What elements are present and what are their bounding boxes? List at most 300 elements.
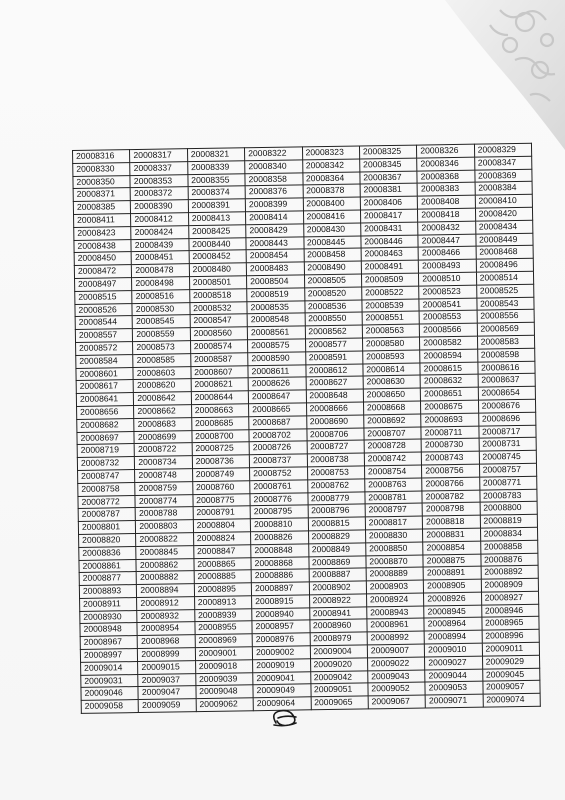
id-cell: 20008378 bbox=[303, 184, 361, 198]
id-cell: 20008968 bbox=[138, 635, 196, 649]
id-cell: 20008887 bbox=[309, 568, 367, 582]
id-cell: 20008682 bbox=[77, 418, 135, 432]
id-cell: 20008700 bbox=[192, 429, 250, 443]
id-cell: 20008875 bbox=[423, 554, 481, 568]
id-cell: 20008886 bbox=[251, 569, 309, 583]
id-cell: 20008523 bbox=[419, 285, 477, 299]
id-cell: 20008815 bbox=[308, 517, 366, 531]
id-cell: 20008702 bbox=[249, 428, 307, 442]
id-cell: 20009058 bbox=[81, 700, 139, 714]
id-cell: 20008727 bbox=[307, 440, 365, 454]
id-cell: 20008582 bbox=[420, 336, 478, 350]
id-cell: 20009064 bbox=[253, 697, 311, 711]
id-cell: 20009020 bbox=[310, 658, 368, 672]
id-cell: 20008732 bbox=[77, 457, 135, 471]
id-cell: 20008323 bbox=[302, 146, 360, 160]
id-cell: 20009001 bbox=[195, 647, 253, 661]
id-cell: 20008915 bbox=[252, 595, 310, 609]
id-cell: 20008756 bbox=[422, 464, 480, 478]
id-cell: 20008408 bbox=[418, 195, 476, 209]
id-cell: 20008490 bbox=[304, 261, 362, 275]
id-cell: 20008411 bbox=[74, 214, 132, 228]
id-cell: 20008822 bbox=[136, 533, 194, 547]
id-cell: 20008616 bbox=[478, 361, 536, 375]
id-cell: 20009049 bbox=[253, 684, 311, 698]
id-cell: 20008446 bbox=[361, 235, 419, 249]
id-cell: 20009042 bbox=[310, 671, 368, 685]
id-cell: 20008728 bbox=[364, 439, 422, 453]
id-cell: 20008450 bbox=[74, 252, 132, 266]
id-cell: 20008761 bbox=[250, 480, 308, 494]
id-cell: 20008734 bbox=[135, 456, 193, 470]
id-cell: 20008804 bbox=[193, 519, 251, 533]
id-cell: 20008648 bbox=[306, 389, 364, 403]
id-cell: 20008791 bbox=[193, 506, 251, 520]
id-cell: 20008847 bbox=[193, 544, 251, 558]
id-cell: 20008940 bbox=[252, 608, 310, 622]
id-cell: 20008414 bbox=[246, 211, 304, 225]
id-cell: 20008965 bbox=[482, 617, 540, 631]
id-cell: 20008876 bbox=[481, 553, 539, 567]
id-cell: 20009011 bbox=[482, 642, 540, 656]
id-cell: 20008762 bbox=[307, 479, 365, 493]
id-cell: 20008431 bbox=[361, 222, 419, 236]
id-cell: 20008543 bbox=[476, 297, 534, 311]
id-cell: 20008730 bbox=[421, 438, 479, 452]
id-cell: 20008943 bbox=[367, 606, 425, 620]
id-cell: 20008330 bbox=[73, 162, 131, 176]
id-cell: 20009071 bbox=[425, 694, 483, 708]
id-cell: 20008598 bbox=[477, 348, 535, 362]
id-cell: 20008545 bbox=[132, 315, 190, 329]
id-cell: 20008865 bbox=[194, 557, 252, 571]
id-cell: 20008587 bbox=[190, 353, 248, 367]
id-cell: 20008731 bbox=[479, 438, 537, 452]
corner-floral-pattern bbox=[415, 0, 565, 150]
id-cell: 20008445 bbox=[303, 236, 361, 250]
id-cell: 20008996 bbox=[482, 630, 540, 644]
id-cell: 20008541 bbox=[419, 298, 477, 312]
id-cell: 20008651 bbox=[421, 387, 479, 401]
id-cell: 20008510 bbox=[419, 272, 477, 286]
id-cell: 20008519 bbox=[247, 288, 305, 302]
id-cell: 20008869 bbox=[308, 555, 366, 569]
id-cell: 20008905 bbox=[424, 579, 482, 593]
id-cell: 20008893 bbox=[79, 585, 137, 599]
id-cell: 20008626 bbox=[248, 377, 306, 391]
id-cell: 20008787 bbox=[78, 508, 136, 522]
id-cell: 20008516 bbox=[132, 289, 190, 303]
id-cell: 20008717 bbox=[479, 425, 537, 439]
id-cell: 20008766 bbox=[422, 477, 480, 491]
id-cell: 20008758 bbox=[78, 482, 136, 496]
id-cell: 20008574 bbox=[190, 340, 248, 354]
id-cell: 20008368 bbox=[417, 170, 475, 184]
id-cell: 20008480 bbox=[189, 263, 247, 277]
id-cell: 20008642 bbox=[134, 392, 192, 406]
id-cell: 20008498 bbox=[132, 277, 190, 291]
id-cell: 20008725 bbox=[192, 442, 250, 456]
id-cell: 20009004 bbox=[310, 645, 368, 659]
id-cell: 20008381 bbox=[360, 183, 418, 197]
id-cell: 20008696 bbox=[478, 412, 536, 426]
id-cell: 20008432 bbox=[418, 221, 476, 235]
id-cell: 20008383 bbox=[417, 183, 475, 197]
id-cell: 20008337 bbox=[130, 161, 188, 175]
id-cell: 20008747 bbox=[78, 469, 136, 483]
id-cell: 20009052 bbox=[368, 682, 426, 696]
id-cell: 20008999 bbox=[138, 648, 196, 662]
id-cell: 20008738 bbox=[307, 453, 365, 467]
id-cell: 20008894 bbox=[137, 584, 195, 598]
id-cell: 20008845 bbox=[136, 545, 194, 559]
id-cell: 20008706 bbox=[306, 427, 364, 441]
id-cell: 20008892 bbox=[481, 566, 539, 580]
id-cell: 20008941 bbox=[309, 607, 367, 621]
id-cell: 20008818 bbox=[423, 515, 481, 529]
id-cell: 20008607 bbox=[191, 365, 249, 379]
id-cell: 20008697 bbox=[77, 431, 135, 445]
id-cell: 20008737 bbox=[249, 454, 307, 468]
id-cell: 20008501 bbox=[189, 276, 247, 290]
id-cell: 20008390 bbox=[131, 200, 189, 214]
id-cell: 20008868 bbox=[251, 556, 309, 570]
id-cell: 20009015 bbox=[138, 661, 196, 675]
id-cell: 20008583 bbox=[477, 335, 535, 349]
id-cell: 20008745 bbox=[479, 450, 537, 464]
id-cell: 20008722 bbox=[134, 443, 192, 457]
id-cell: 20008754 bbox=[364, 465, 422, 479]
id-cell: 20008810 bbox=[250, 518, 308, 532]
id-cell: 20008577 bbox=[305, 338, 363, 352]
id-cell: 20008957 bbox=[252, 620, 310, 634]
id-cell: 20008353 bbox=[130, 174, 188, 188]
id-cell: 20008418 bbox=[418, 208, 476, 222]
id-cell: 20008889 bbox=[366, 567, 424, 581]
id-cell: 20008472 bbox=[74, 265, 132, 279]
id-cell: 20008391 bbox=[188, 199, 246, 213]
id-cell: 20008870 bbox=[366, 555, 424, 569]
id-cell: 20008478 bbox=[132, 264, 190, 278]
id-cell: 20008693 bbox=[421, 413, 479, 427]
id-cell: 20008548 bbox=[247, 313, 305, 327]
id-cell: 20008726 bbox=[249, 441, 307, 455]
id-cell: 20008614 bbox=[363, 363, 421, 377]
id-cell: 20008563 bbox=[362, 324, 420, 338]
id-cell: 20008371 bbox=[73, 188, 131, 202]
id-cell: 20008438 bbox=[74, 239, 132, 253]
id-cell: 20008449 bbox=[475, 233, 533, 247]
id-cell: 20008969 bbox=[195, 634, 253, 648]
id-cell: 20008620 bbox=[133, 379, 191, 393]
id-cell: 20008759 bbox=[135, 481, 193, 495]
id-cell: 20008424 bbox=[131, 225, 189, 239]
id-cell: 20008520 bbox=[304, 287, 362, 301]
id-cell: 20008924 bbox=[366, 593, 424, 607]
id-cell: 20008355 bbox=[188, 173, 246, 187]
id-cell: 20008594 bbox=[420, 349, 478, 363]
id-cell: 20008612 bbox=[305, 364, 363, 378]
id-cell: 20008779 bbox=[307, 491, 365, 505]
id-cell: 20008547 bbox=[190, 314, 248, 328]
id-cell: 20008772 bbox=[78, 495, 136, 509]
id-cell: 20008621 bbox=[191, 378, 249, 392]
id-cell: 20008781 bbox=[365, 491, 423, 505]
id-cell: 20008834 bbox=[480, 527, 538, 541]
id-cell: 20008425 bbox=[188, 225, 246, 239]
id-cell: 20008800 bbox=[480, 502, 538, 516]
id-cell: 20008663 bbox=[191, 404, 249, 418]
id-cell: 20008454 bbox=[246, 249, 304, 263]
id-cell: 20008518 bbox=[189, 289, 247, 303]
id-cell: 20008711 bbox=[421, 426, 479, 440]
id-cell: 20009051 bbox=[310, 683, 368, 697]
id-cell: 20008522 bbox=[362, 286, 420, 300]
id-cell: 20008742 bbox=[364, 452, 422, 466]
id-cell: 20008615 bbox=[420, 362, 478, 376]
signature-mark bbox=[268, 706, 304, 728]
id-cell: 20008891 bbox=[423, 566, 481, 580]
id-cell: 20008692 bbox=[364, 414, 422, 428]
id-cell: 20008447 bbox=[418, 234, 476, 248]
id-cell: 20008530 bbox=[132, 302, 190, 316]
id-cell: 20008992 bbox=[367, 631, 425, 645]
id-cell: 20008862 bbox=[136, 558, 194, 572]
id-cell: 20008321 bbox=[187, 148, 245, 162]
id-cell: 20008562 bbox=[305, 325, 363, 339]
id-cell: 20008926 bbox=[424, 592, 482, 606]
id-cell: 20008434 bbox=[475, 220, 533, 234]
id-cell: 20008976 bbox=[252, 633, 310, 647]
id-cell: 20008801 bbox=[78, 521, 136, 535]
id-cell: 20008909 bbox=[481, 578, 539, 592]
id-cell: 20008376 bbox=[245, 185, 303, 199]
id-cell: 20008535 bbox=[247, 300, 305, 314]
id-cell: 20008760 bbox=[192, 480, 250, 494]
id-cell: 20008526 bbox=[75, 303, 133, 317]
id-cell: 20008515 bbox=[75, 290, 133, 304]
id-cell: 20008757 bbox=[479, 463, 537, 477]
id-cell: 20008699 bbox=[134, 430, 192, 444]
id-cell: 20008580 bbox=[362, 337, 420, 351]
id-cell: 20008573 bbox=[133, 341, 191, 355]
id-cell: 20008339 bbox=[187, 161, 245, 175]
id-cell: 20008611 bbox=[248, 364, 306, 378]
id-cell: 20008617 bbox=[76, 380, 134, 394]
id-cell: 20008569 bbox=[477, 322, 535, 336]
id-cell: 20009044 bbox=[425, 669, 483, 683]
id-cell: 20008946 bbox=[481, 604, 539, 618]
id-cell: 20008877 bbox=[79, 572, 137, 586]
id-cell: 20008627 bbox=[306, 376, 364, 390]
id-cell: 20008912 bbox=[137, 597, 195, 611]
id-cell: 20008374 bbox=[188, 186, 246, 200]
id-cell: 20009067 bbox=[368, 695, 426, 709]
id-cell: 20008666 bbox=[306, 402, 364, 416]
id-cell: 20008831 bbox=[423, 528, 481, 542]
id-cell: 20008743 bbox=[422, 451, 480, 465]
id-cell: 20009031 bbox=[81, 674, 139, 688]
id-cell: 20008326 bbox=[417, 144, 475, 158]
id-cell: 20009041 bbox=[253, 671, 311, 685]
id-cell: 20008590 bbox=[248, 352, 306, 366]
id-cell: 20008504 bbox=[247, 275, 305, 289]
id-cell: 20008369 bbox=[474, 169, 532, 183]
id-cell: 20008584 bbox=[76, 354, 134, 368]
id-cell: 20008452 bbox=[189, 250, 247, 264]
id-cell: 20008342 bbox=[302, 159, 360, 173]
id-cell: 20008753 bbox=[307, 466, 365, 480]
id-cell: 20008763 bbox=[365, 478, 423, 492]
id-cell: 20009043 bbox=[368, 670, 426, 684]
id-cell: 20008902 bbox=[309, 581, 367, 595]
id-cell: 20008556 bbox=[477, 310, 535, 324]
id-cell: 20008451 bbox=[131, 251, 189, 265]
id-cell: 20008690 bbox=[306, 415, 364, 429]
id-cell: 20008443 bbox=[246, 236, 304, 250]
id-cell: 20008322 bbox=[245, 147, 303, 161]
id-cell: 20009074 bbox=[483, 693, 541, 707]
id-cell: 20008463 bbox=[361, 247, 419, 261]
id-cell: 20008644 bbox=[191, 391, 249, 405]
id-cell: 20008930 bbox=[80, 610, 138, 624]
id-cell: 20008803 bbox=[136, 520, 194, 534]
id-cell: 20008385 bbox=[73, 201, 131, 215]
id-cell: 20008440 bbox=[189, 237, 247, 251]
id-cell: 20008585 bbox=[133, 353, 191, 367]
id-cell: 20008496 bbox=[476, 258, 534, 272]
id-cell: 20008514 bbox=[476, 271, 534, 285]
id-cell: 20008641 bbox=[76, 393, 134, 407]
id-cell: 20008566 bbox=[420, 323, 478, 337]
id-cell: 20009014 bbox=[81, 661, 139, 675]
id-cell: 20009029 bbox=[482, 655, 540, 669]
id-cell: 20008647 bbox=[248, 390, 306, 404]
id-cell: 20008858 bbox=[480, 540, 538, 554]
id-cell: 20008654 bbox=[478, 386, 536, 400]
id-cell: 20008932 bbox=[137, 609, 195, 623]
id-cell: 20008412 bbox=[131, 213, 189, 227]
id-cell: 20009019 bbox=[253, 659, 311, 673]
id-cell: 20008416 bbox=[303, 210, 361, 224]
id-cell: 20008656 bbox=[77, 405, 135, 419]
id-cell: 20008903 bbox=[366, 580, 424, 594]
id-cell: 20009046 bbox=[81, 687, 139, 701]
id-cell: 20008550 bbox=[305, 312, 363, 326]
id-cell: 20008468 bbox=[476, 246, 534, 260]
id-cell: 20008483 bbox=[246, 262, 304, 276]
id-cell: 20008687 bbox=[249, 416, 307, 430]
id-cell: 20009065 bbox=[311, 696, 369, 710]
id-cell: 20008955 bbox=[195, 621, 253, 635]
id-cell: 20008358 bbox=[245, 172, 303, 186]
id-cell: 20008752 bbox=[250, 467, 308, 481]
student-id-list bbox=[72, 143, 541, 714]
id-cell: 20008796 bbox=[308, 504, 366, 518]
id-cell: 20008885 bbox=[194, 570, 252, 584]
id-cell: 20008560 bbox=[190, 327, 248, 341]
id-cell: 20008829 bbox=[308, 530, 366, 544]
id-cell: 20008458 bbox=[304, 248, 362, 262]
id-cell: 20008836 bbox=[79, 546, 137, 560]
id-cell: 20008748 bbox=[135, 469, 193, 483]
id-cell: 20009059 bbox=[139, 699, 197, 713]
id-cell: 20009010 bbox=[425, 643, 483, 657]
id-cell: 20008979 bbox=[310, 632, 368, 646]
id-cell: 20008736 bbox=[192, 455, 250, 469]
id-cell: 20008399 bbox=[245, 198, 303, 212]
id-cell: 20008364 bbox=[302, 172, 360, 186]
id-cell: 20008439 bbox=[131, 238, 189, 252]
id-cell: 20008630 bbox=[363, 375, 421, 389]
id-cell: 20008429 bbox=[246, 224, 304, 238]
id-cell: 20008922 bbox=[309, 594, 367, 608]
id-cell: 20008719 bbox=[77, 444, 135, 458]
id-cell: 20008345 bbox=[360, 158, 418, 172]
id-cell: 20008346 bbox=[417, 157, 475, 171]
id-cell: 20008593 bbox=[363, 350, 421, 364]
id-cell: 20008749 bbox=[192, 468, 250, 482]
id-cell: 20008776 bbox=[250, 492, 308, 506]
id-cell: 20008775 bbox=[193, 493, 251, 507]
id-cell: 20008493 bbox=[419, 259, 477, 273]
id-cell: 20008316 bbox=[73, 150, 131, 164]
id-cell: 20009022 bbox=[367, 657, 425, 671]
id-cell: 20008683 bbox=[134, 417, 192, 431]
id-cell: 20008430 bbox=[303, 223, 361, 237]
id-cell: 20008491 bbox=[361, 260, 419, 274]
id-cell: 20008665 bbox=[249, 403, 307, 417]
id-cell: 20008927 bbox=[481, 591, 539, 605]
id-cell: 20008960 bbox=[309, 619, 367, 633]
id-cell: 20009062 bbox=[196, 698, 254, 712]
id-cell: 20008603 bbox=[133, 366, 191, 380]
id-cell: 20009047 bbox=[138, 686, 196, 700]
id-cell: 20008423 bbox=[74, 226, 132, 240]
id-cell: 20008895 bbox=[194, 583, 252, 597]
id-cell: 20008400 bbox=[303, 197, 361, 211]
id-cell: 20008882 bbox=[137, 571, 195, 585]
id-table bbox=[72, 143, 541, 714]
id-cell: 20008662 bbox=[134, 405, 192, 419]
id-cell: 20008676 bbox=[478, 399, 536, 413]
id-cell: 20008591 bbox=[305, 351, 363, 365]
id-cell: 20008329 bbox=[474, 143, 532, 157]
id-cell: 20008783 bbox=[480, 489, 538, 503]
id-cell: 20008325 bbox=[359, 145, 417, 159]
id-cell: 20009048 bbox=[196, 685, 254, 699]
id-cell: 20008817 bbox=[365, 516, 423, 530]
id-cell: 20008509 bbox=[361, 273, 419, 287]
id-cell: 20008367 bbox=[360, 171, 418, 185]
id-cell: 20008406 bbox=[360, 196, 418, 210]
id-cell: 20008849 bbox=[308, 543, 366, 557]
id-cell: 20008830 bbox=[365, 529, 423, 543]
id-cell: 20008861 bbox=[79, 559, 137, 573]
id-cell: 20008317 bbox=[130, 149, 188, 163]
id-cell: 20008417 bbox=[360, 209, 418, 223]
id-cell: 20008897 bbox=[251, 582, 309, 596]
id-cell: 20009045 bbox=[482, 668, 540, 682]
id-cell: 20008954 bbox=[137, 622, 195, 636]
id-cell: 20008913 bbox=[194, 596, 252, 610]
id-cell: 20008848 bbox=[251, 544, 309, 558]
id-cell: 20009057 bbox=[483, 681, 541, 695]
id-cell: 20008561 bbox=[247, 326, 305, 340]
id-cell: 20008559 bbox=[133, 328, 191, 342]
id-cell: 20009002 bbox=[252, 646, 310, 660]
id-cell: 20008544 bbox=[75, 316, 133, 330]
